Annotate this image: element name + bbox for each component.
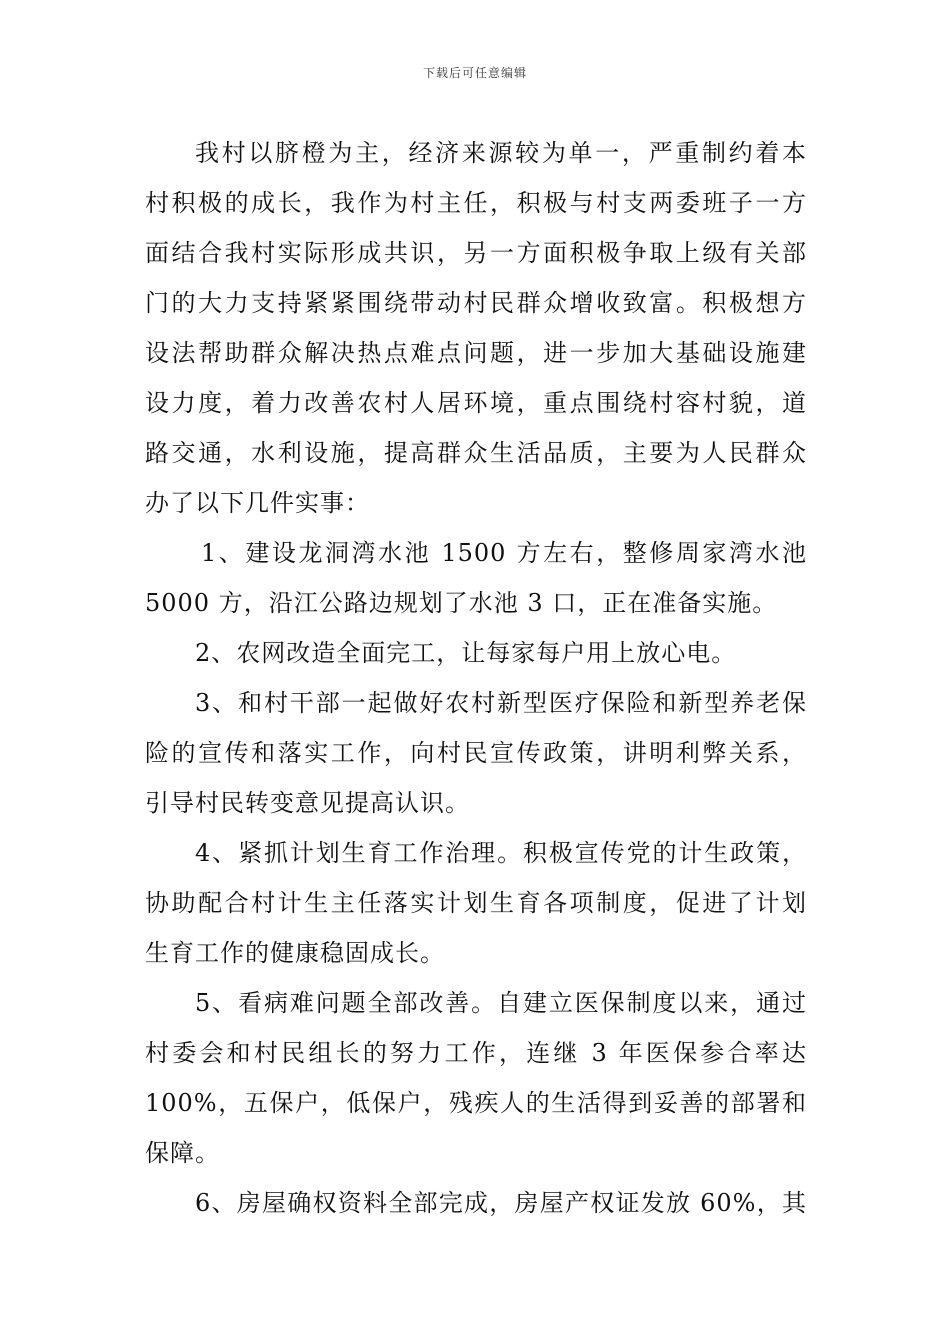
text-line: 村委会和村民组长的努力工作，连继 3 年医保参合率达 [145,1039,807,1067]
text-line: 2、农网改造全面完工，让每家每户用上放心电。 [195,639,737,667]
text-line: 保障。 [145,1139,220,1167]
text-line: 4、紧抓计划生育工作治理。积极宣传党的计生政策， [195,839,807,867]
text-line: 设法帮助群众解决热点难点问题，进一步加大基础设施建 [145,339,807,367]
page-header: 下载后可任意编辑 [422,66,527,80]
paragraph-item-2 [145,628,807,678]
text-line: 5000 方，沿江公路边规划了水池 3 口，正在准备实施。 [145,589,778,617]
text-line: 设力度，着力改善农村人居环境，重点围绕村容村貌，道 [145,389,807,417]
text-line: 生育工作的健康稳固成长。 [145,939,445,967]
document-body [145,128,807,1228]
text-line: 5、看病难问题全部改善。自建立医保制度以来，通过 [195,989,807,1017]
text-line: 1、建设龙洞湾水池 1500 方左右，整修周家湾水池 [201,539,807,567]
paragraph-item-1 [145,528,807,628]
text-line: 路交通，水利设施，提高群众生活品质，主要为人民群众 [145,439,807,467]
paragraph-item-3 [145,678,807,828]
text-line: 我村以脐橙为主，经济来源较为单一，严重制约着本 [195,139,807,167]
paragraph-intro [145,128,807,528]
text-line: 面结合我村实际形成共识，另一方面积极争取上级有关部 [145,239,807,267]
text-line: 险的宣传和落实工作，向村民宣传政策，讲明利弊关系， [145,739,807,767]
text-line: 办了以下几件实事： [145,489,370,517]
text-line: 门的大力支持紧紧围绕带动村民群众增收致富。积极想方 [145,289,807,317]
text-line: 100%，五保户，低保户，残疾人的生活得到妥善的部署和 [145,1089,807,1117]
text-line: 协助配合村计生主任落实计划生育各项制度，促进了计划 [145,889,807,917]
text-line: 村积极的成长，我作为村主任，积极与村支两委班子一方 [145,189,807,217]
text-line: 6、房屋确权资料全部完成，房屋产权证发放 60%，其 [195,1189,807,1217]
text-line: 3、和村干部一起做好农村新型医疗保险和新型养老保 [195,689,807,717]
text-line: 引导村民转变意见提高认识。 [145,789,470,817]
paragraph-item-4 [145,828,807,978]
paragraph-item-6 [145,1178,807,1228]
paragraph-item-5 [145,978,807,1178]
